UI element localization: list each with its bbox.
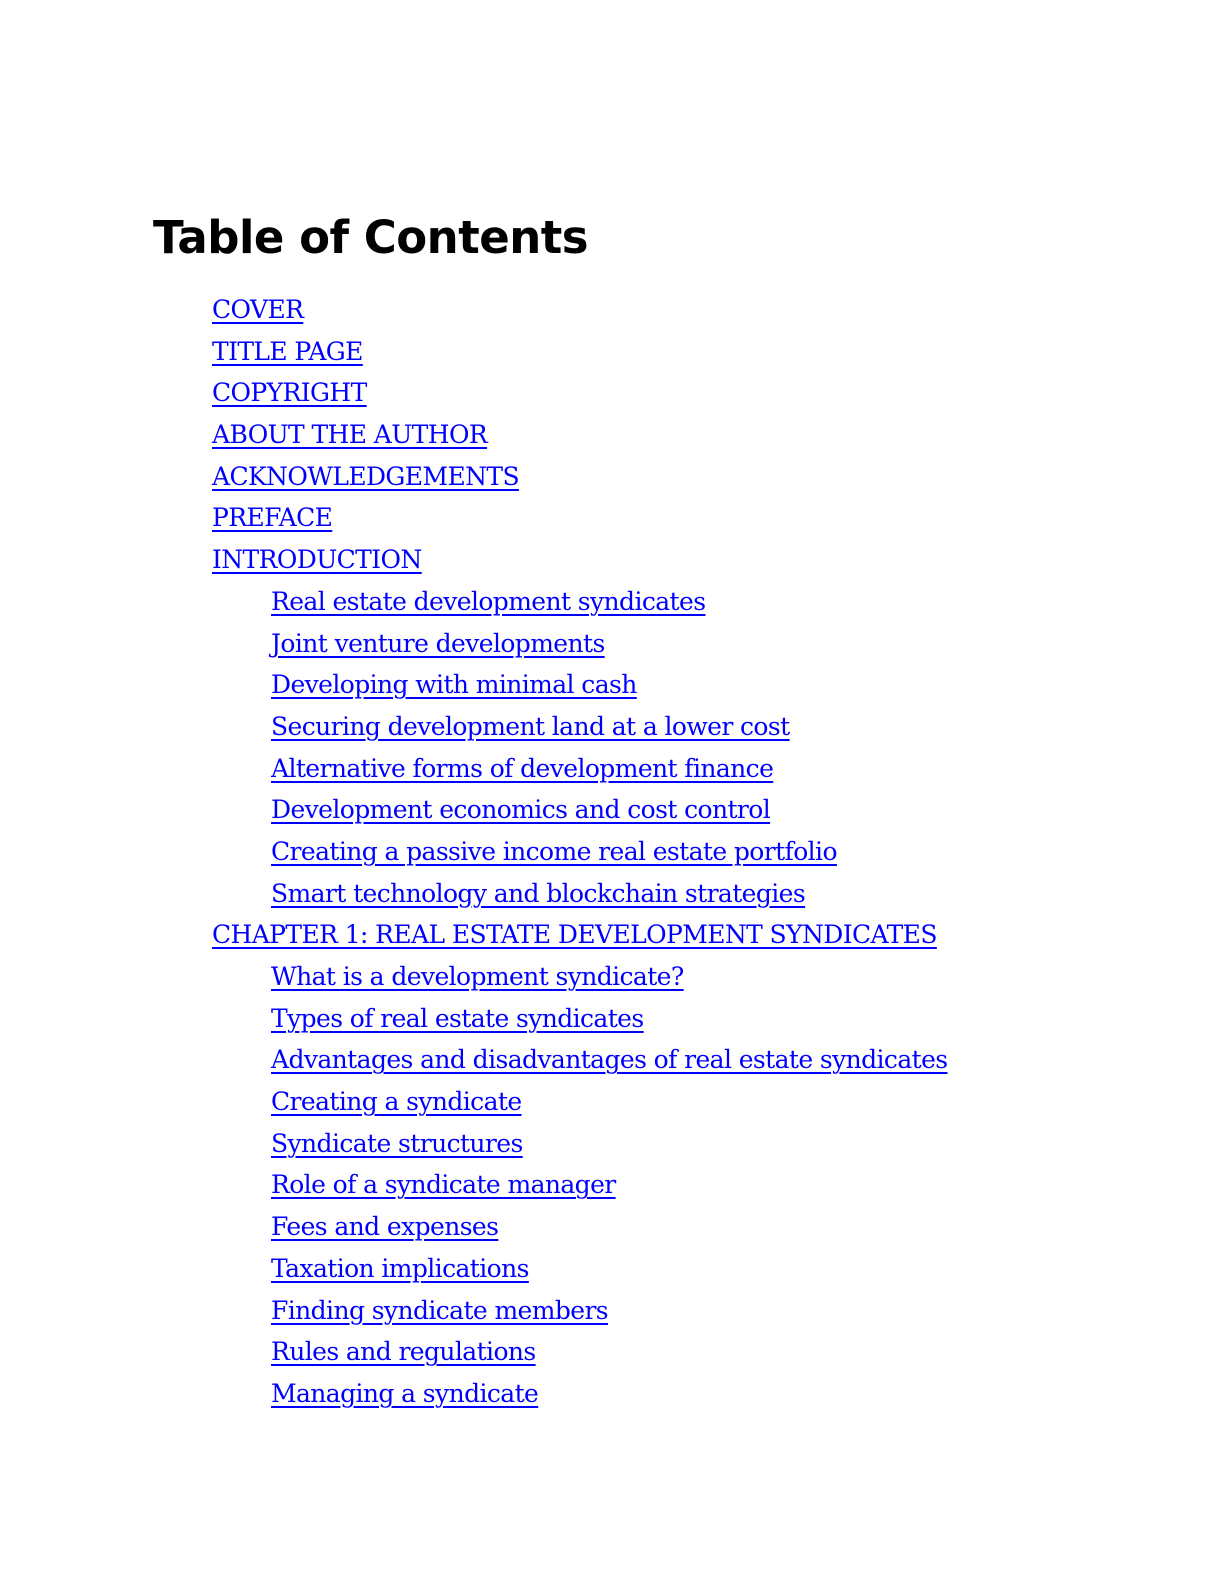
toc-entry [0, 1123, 1224, 1165]
toc-link-cover[interactable]: COVER [212, 295, 304, 324]
toc-link-acknowledgements[interactable]: ACKNOWLEDGEMENTS [212, 461, 519, 491]
toc-link-syndicate-structures[interactable]: Syndicate structures [271, 1128, 523, 1158]
toc-entry [0, 623, 1224, 665]
toc-entry [0, 497, 1224, 539]
toc-entry [0, 1206, 1224, 1248]
toc-entry [0, 956, 1224, 998]
toc-entry [0, 1039, 1224, 1081]
toc-link-intro-land-lower-cost[interactable]: Securing development land at a lower cost [271, 711, 790, 741]
toc-link-fees-expenses[interactable]: Fees and expenses [271, 1212, 499, 1242]
toc-list [0, 289, 1224, 1415]
toc-entry [0, 581, 1224, 623]
toc-link-taxation[interactable]: Taxation implications [271, 1253, 529, 1283]
toc-link-what-is-syndicate[interactable]: What is a development syndicate? [271, 962, 684, 991]
toc-link-intro-minimal-cash[interactable]: Developing with minimal cash [271, 670, 637, 700]
toc-entry [0, 289, 1224, 331]
toc-link-types-of-syndicates[interactable]: Types of real estate syndicates [271, 1003, 644, 1033]
toc-entry [0, 1248, 1224, 1290]
toc-link-syndicate-manager[interactable]: Role of a syndicate manager [271, 1170, 616, 1200]
toc-entry [0, 789, 1224, 831]
toc-link-title-page[interactable]: TITLE PAGE [212, 336, 363, 366]
toc-link-intro-smart-technology[interactable]: Smart technology and blockchain strategies [271, 878, 806, 908]
toc-entry [0, 1081, 1224, 1123]
toc-link-creating-syndicate[interactable]: Creating a syndicate [271, 1087, 522, 1117]
toc-entry [0, 1164, 1224, 1206]
toc-entry [0, 998, 1224, 1040]
toc-entry [0, 748, 1224, 790]
toc-link-intro-alternative-finance[interactable]: Alternative forms of development finance [271, 753, 774, 783]
toc-link-introduction[interactable]: INTRODUCTION [212, 545, 422, 575]
toc-link-finding-members[interactable]: Finding syndicate members [271, 1295, 609, 1325]
toc-entry [0, 414, 1224, 456]
toc-link-preface[interactable]: PREFACE [212, 503, 333, 533]
toc-link-intro-joint-venture[interactable]: Joint venture developments [271, 628, 605, 658]
toc-link-managing-syndicate[interactable]: Managing a syndicate [271, 1378, 539, 1408]
toc-entry [0, 831, 1224, 873]
page-title: Table of Contents [153, 211, 589, 264]
toc-link-intro-economics[interactable]: Development economics and cost control [271, 795, 771, 825]
toc-entry [0, 1290, 1224, 1332]
toc-link-advantages-disadvantages[interactable]: Advantages and disadvantages of real estate syndicates [271, 1045, 948, 1075]
toc-entry [0, 331, 1224, 373]
toc-link-copyright[interactable]: COPYRIGHT [212, 378, 367, 408]
toc-entry [0, 1373, 1224, 1415]
toc-entry [0, 914, 1224, 956]
toc-entry [0, 873, 1224, 915]
toc-entry [0, 706, 1224, 748]
toc-entry [0, 539, 1224, 581]
toc-link-chapter-1[interactable]: CHAPTER 1: REAL ESTATE DEVELOPMENT SYNDICATES [212, 920, 937, 950]
toc-entry [0, 456, 1224, 498]
toc-link-rules-regulations[interactable]: Rules and regulations [271, 1337, 536, 1367]
toc-link-intro-syndicates[interactable]: Real estate development syndicates [271, 586, 706, 616]
toc-entry [0, 664, 1224, 706]
toc-link-intro-passive-income[interactable]: Creating a passive income real estate portfolio [271, 836, 837, 866]
toc-entry [0, 372, 1224, 414]
toc-link-about-the-author[interactable]: ABOUT THE AUTHOR [212, 420, 488, 450]
toc-entry [0, 1331, 1224, 1373]
